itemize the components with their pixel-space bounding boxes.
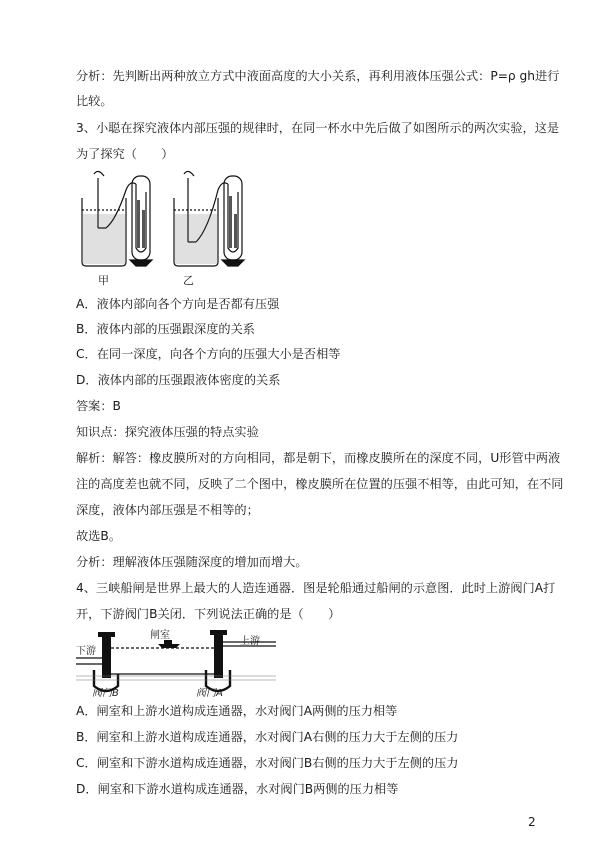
q3-analysis: 分析：理解液体压强随深度的增加而增大。 (76, 555, 308, 569)
q3-option-c: C．在同一深度，向各个方向的压强大小是否相等 (76, 347, 341, 361)
q3-conclusion: 故选B。 (76, 529, 121, 543)
q3-option-b: B．液体内部的压强跟深度的关系 (76, 322, 255, 336)
q3-option-d: D．液体内部的压强跟液体密度的关系 (76, 373, 281, 387)
q3-answer: 答案：B (76, 399, 121, 413)
q3-stem-line1: 3、小聪在探究液体内部压强的规律时，在同一杯水中先后做了如图所示的两次实验，这是 (76, 121, 560, 135)
q3-figure-label-a: 甲 (98, 274, 109, 287)
q3-explain-line2: 注的高度差也就不同，反映了二个图中，橡皮膜所在位置的压强不相等，由此可知，在不同 (76, 477, 564, 491)
q4-label-downstream: 下游 (76, 646, 96, 657)
page-number: 2 (528, 815, 536, 829)
q3-pressure-experiment-figure (76, 170, 251, 275)
q3-explain-line1: 解析：解答：橡皮膜所对的方向相同，都是朝下，而橡皮膜所在的深度不同，U形管中两液 (76, 451, 561, 465)
q3-option-a: A．液体内部向各个方向是否都有压强 (76, 297, 280, 311)
q3-stem-line2: 为了探究（ ） (76, 147, 174, 161)
q4-option-d: D．闸室和下游水道构成连通器，水对阀门B两侧的压力相等 (76, 782, 399, 796)
q3-figure-label-b: 乙 (183, 274, 194, 287)
q4-label-chamber: 闸室 (150, 630, 170, 641)
q4-stem-line2: 开，下游阀门B关闭．下列说法正确的是（ ） (76, 607, 341, 621)
q4-label-valve-a: 阀门A (196, 688, 223, 699)
q4-option-a: A．闸室和上游水道构成连通器，水对阀门A两侧的压力相等 (76, 704, 398, 718)
q4-stem-line1: 4、三峡船闸是世界上最大的人造连通器．图是轮船通过船闸的示意图．此时上游阀门A打 (76, 581, 556, 595)
q3-knowledge: 知识点：探究液体压强的特点实验 (76, 425, 259, 439)
q4-option-b: B．闸室和上游水道构成连通器，水对阀门A右侧的压力大于左侧的压力 (76, 730, 459, 744)
q4-option-c: C．闸室和下游水道构成连通器，水对阀门B右侧的压力大于左侧的压力 (76, 756, 459, 770)
q4-label-valve-b: 阀门B (92, 688, 119, 699)
q4-label-upstream: 上游 (240, 636, 260, 647)
q3-explain-line3: 深度，液体内部压强是不相等的； (76, 503, 259, 517)
analysis-prev-line2: 比较。 (76, 94, 113, 108)
analysis-prev-line1: 分析：先判断出两种放立方式中液面高度的大小关系，再利用液体压强公式：P=ρ gh进行 (76, 69, 560, 83)
